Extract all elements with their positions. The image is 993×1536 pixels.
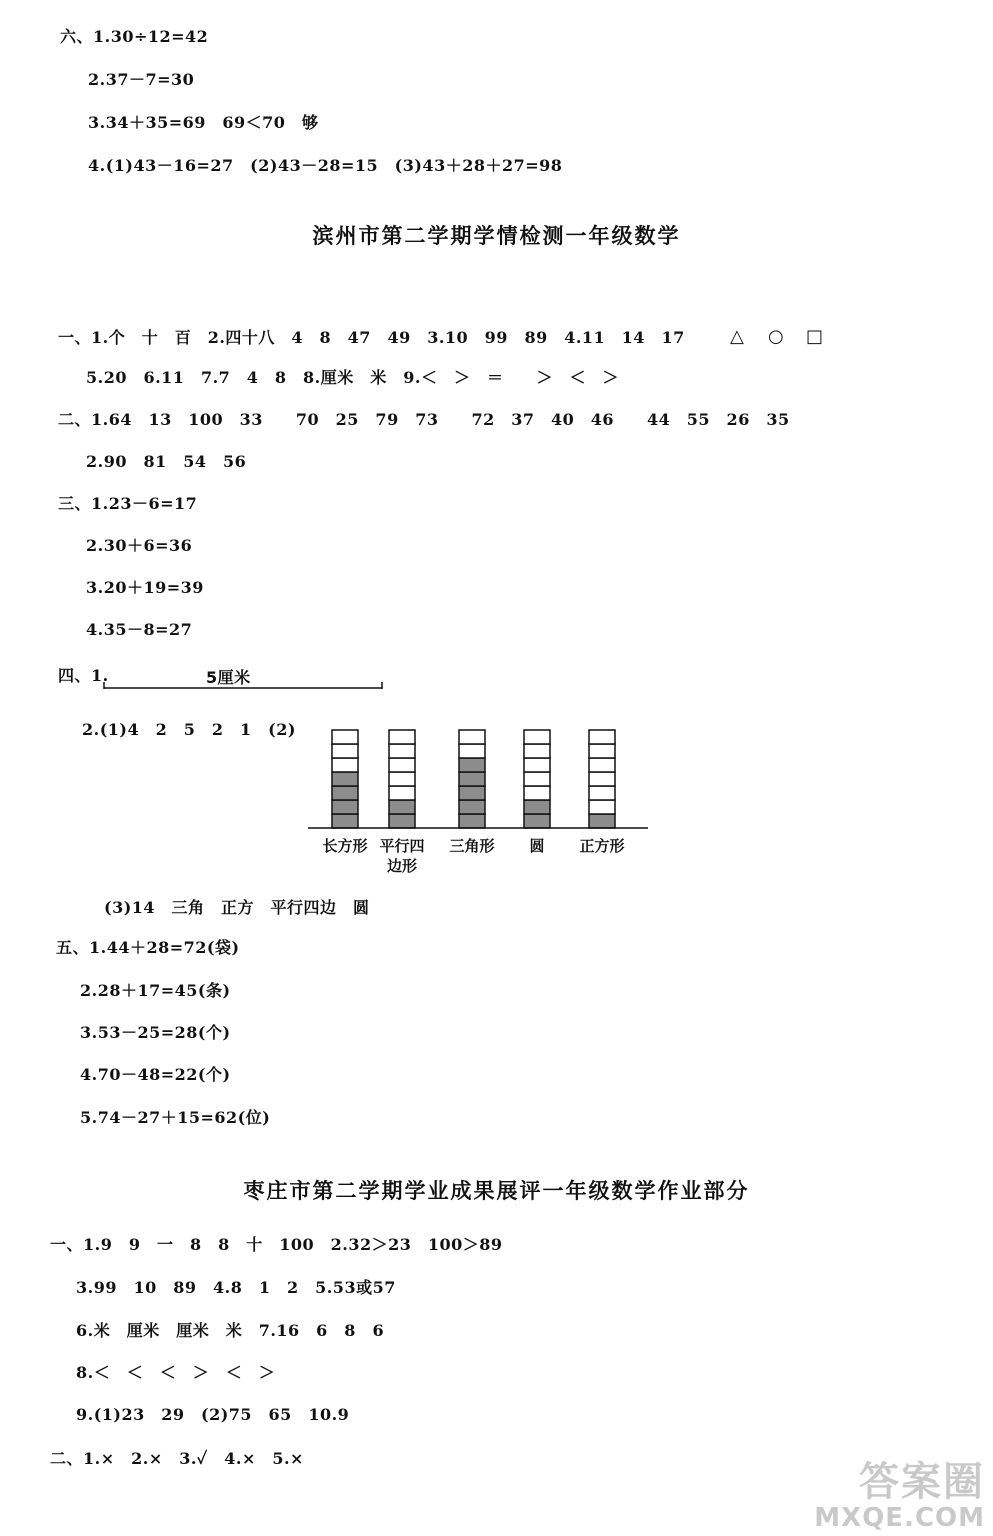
bar-cell-filled <box>389 814 415 828</box>
category-label <box>579 837 625 855</box>
bar-cell-filled <box>459 814 485 828</box>
bar-cell-empty <box>524 730 550 744</box>
bar-cell-empty <box>389 772 415 786</box>
bar-cell-filled <box>459 772 485 786</box>
category-label-line: 圆 <box>529 837 545 855</box>
bz-q5-line-5: 5.74－27＋15=62(位) <box>80 1108 271 1127</box>
zz-line-6: 二、1.× 2.× 3.✓ 4.× 5.× <box>50 1449 304 1468</box>
bar-cell-empty <box>524 758 550 772</box>
bar-cell-empty <box>589 744 615 758</box>
bz-q5-line-1: 五、1.44＋28=72(袋) <box>56 938 240 957</box>
bar-cell-filled <box>459 786 485 800</box>
zz-line-3: 6.米 厘米 厘米 米 7.16 6 8 6 <box>76 1321 385 1340</box>
s6-line-2: 2.37－7=30 <box>88 70 195 89</box>
bz-q3-line-2: 2.30＋6=36 <box>86 536 193 555</box>
s6-line-1: 六、1.30÷12=42 <box>60 27 209 46</box>
zz-line-5: 9.(1)23 29 (2)75 65 10.9 <box>76 1405 350 1424</box>
bz-q3-line-1: 三、1.23－6=17 <box>58 494 198 513</box>
bz-q5-line-2: 2.28＋17=45(条) <box>80 981 231 1000</box>
category-label <box>529 837 544 855</box>
bz-q2-line-1: 二、1.64 13 100 33 70 25 79 73 72 37 40 46 44 55 26 35 <box>58 410 790 429</box>
bar-cell-empty <box>524 744 550 758</box>
bar-cell-empty <box>389 786 415 800</box>
bz-q4-3: (3)14 三角 正方 平行四边 圆 <box>104 898 370 917</box>
bar-cell-filled <box>589 814 615 828</box>
bar-cell-empty <box>389 758 415 772</box>
watermark-cn: 答案圈 <box>859 1459 985 1505</box>
s6-line-3: 3.34＋35=69 69＜70 够 <box>88 113 319 132</box>
bar-cell-empty <box>589 772 615 786</box>
title-binzhou: 滨州市第二学期学情检测一年级数学 <box>312 224 681 248</box>
bar-cell-empty <box>459 730 485 744</box>
s6-line-4: 4.(1)43－16=27 (2)43－28=15 (3)43＋28＋27=98 <box>88 156 563 175</box>
category-label <box>449 837 495 855</box>
bar-cell-empty <box>332 730 358 744</box>
watermark-en: MXQE.COM <box>814 1503 985 1533</box>
bar-cell-empty <box>332 744 358 758</box>
bar-cell-filled <box>332 786 358 800</box>
bz-q5-line-4: 4.70－48=22(个) <box>80 1065 231 1084</box>
bar-cell-filled <box>524 814 550 828</box>
circle-icon: ○ <box>768 326 784 347</box>
bar-cell-empty <box>389 744 415 758</box>
bz-q3-line-4: 4.35－8=27 <box>86 620 193 639</box>
category-label-line: 长方形 <box>322 837 368 855</box>
zz-line-4: 8.＜ ＜ ＜ ＞ ＜ ＞ <box>76 1363 276 1382</box>
bar-cell-filled <box>332 772 358 786</box>
category-label-line: 正方形 <box>579 837 625 855</box>
triangle-icon: △ <box>730 326 744 347</box>
bar-cell-filled <box>459 800 485 814</box>
bz-q1-line-1: 一、1.个 十 百 2.四十八 4 8 47 49 3.10 99 89 4.11 14 17 <box>58 328 685 347</box>
category-label <box>322 837 368 855</box>
bar-cell-empty <box>459 744 485 758</box>
bar-cell-empty <box>589 800 615 814</box>
bar-cell-filled <box>389 800 415 814</box>
category-label-line: 三角形 <box>449 837 495 855</box>
ruler-label: 5厘米 <box>206 668 251 687</box>
bar-cell-empty <box>589 758 615 772</box>
bar-cell-empty <box>524 786 550 800</box>
bar-cell-empty <box>389 730 415 744</box>
bar-cell-filled <box>332 800 358 814</box>
bar-cell-filled <box>332 814 358 828</box>
bar-cell-filled <box>459 758 485 772</box>
title-zaozhuang: 枣庄市第二学期学业成果展评一年级数学作业部分 <box>243 1179 750 1203</box>
bz-q3-line-3: 3.20＋19=39 <box>86 578 204 597</box>
bar-cell-empty <box>589 786 615 800</box>
chart-svg <box>300 710 660 900</box>
zz-line-2: 3.99 10 89 4.8 1 2 5.53或57 <box>76 1278 396 1297</box>
watermark <box>814 1460 985 1532</box>
bz-q5-line-3: 3.53－25=28(个) <box>80 1023 231 1042</box>
zz-line-1: 一、1.9 9 一 8 8 十 100 2.32＞23 100＞89 <box>50 1235 503 1254</box>
bar-cell-empty <box>524 772 550 786</box>
bar-cell-empty <box>332 758 358 772</box>
bz-q4-2-label: 2.(1)4 2 5 2 1 (2) <box>82 720 296 739</box>
shape-count-chart <box>300 710 660 900</box>
category-label <box>379 837 424 875</box>
bar-cell-empty <box>589 730 615 744</box>
bz-q1-line-2: 5.20 6.11 7.7 4 8 8.厘米 米 9.＜ ＞ ＝ ＞ ＜ ＞ <box>86 368 619 387</box>
bz-q4-label: 四、1. <box>58 666 109 685</box>
bz-q2-line-2: 2.90 81 54 56 <box>86 452 247 471</box>
square-icon: □ <box>806 326 824 347</box>
category-label-line: 边形 <box>386 857 418 875</box>
bar-cell-filled <box>524 800 550 814</box>
category-label-line: 平行四 <box>379 837 425 855</box>
